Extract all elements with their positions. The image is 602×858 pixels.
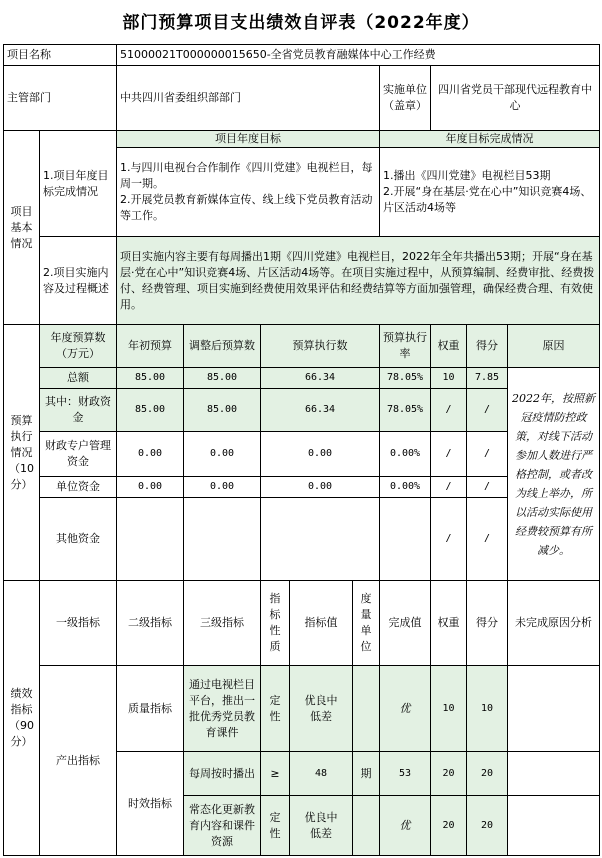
perf-row-level2: 质量指标 bbox=[116, 665, 184, 752]
perf-header-unit: 度量单位 bbox=[352, 580, 380, 666]
project-name-value: 51000021T000000015650-全省党员教育融媒体中心工作经费 bbox=[116, 44, 600, 66]
perf-row-score: 20 bbox=[466, 751, 508, 796]
perf-row-weight: 20 bbox=[430, 751, 467, 796]
budget-row-rate: 0.00% bbox=[379, 476, 431, 498]
dept-label: 主管部门 bbox=[3, 65, 117, 131]
perf-row-weight: 20 bbox=[430, 795, 467, 856]
perf-row-level3: 常态化更新教育内容和课件资源 bbox=[183, 795, 261, 856]
budget-row-executed: 66.34 bbox=[260, 367, 380, 389]
budget-row-adjusted: 0.00 bbox=[183, 476, 261, 498]
budget-header-annual: 年度预算数（万元） bbox=[39, 324, 117, 368]
goal-header: 项目年度目标 bbox=[116, 130, 380, 148]
dept-value: 中共四川省委组织部部门 bbox=[116, 65, 380, 131]
perf-header-level2: 二级指标 bbox=[116, 580, 184, 666]
budget-row-name: 单位资金 bbox=[39, 476, 117, 498]
budget-row-name: 总额 bbox=[39, 367, 117, 389]
perf-indicators-label: 绩效指标（90分） bbox=[3, 580, 40, 856]
budget-row-adjusted bbox=[183, 497, 261, 581]
budget-row-weight: / bbox=[430, 476, 467, 498]
impl-process-label: 2.项目实施内容及过程概述 bbox=[39, 236, 117, 325]
perf-row-level2: 时效指标 bbox=[116, 751, 184, 856]
done-text: 1.播出《四川党建》电视栏目53期 2.开展“身在基层·党在心中”知识竞赛4场、片区活动4场等 bbox=[379, 147, 600, 237]
perf-row-done: 优 bbox=[379, 665, 431, 752]
perf-row-weight: 10 bbox=[430, 665, 467, 752]
perf-header-nature: 指标性质 bbox=[260, 580, 290, 666]
budget-header-executed: 预算执行数 bbox=[260, 324, 380, 368]
perf-header-weight: 权重 bbox=[430, 580, 467, 666]
perf-row-nature: 定性 bbox=[260, 795, 290, 856]
perf-row-reason bbox=[507, 795, 600, 856]
impl-unit-value: 四川省党员干部现代远程教育中心 bbox=[430, 65, 600, 131]
budget-row-adjusted: 85.00 bbox=[183, 367, 261, 389]
perf-row-reason bbox=[507, 665, 600, 752]
budget-row-weight: / bbox=[430, 431, 467, 477]
perf-row-score: 20 bbox=[466, 795, 508, 856]
budget-row-initial: 85.00 bbox=[116, 367, 184, 389]
perf-header-target: 指标值 bbox=[289, 580, 353, 666]
budget-row-weight: 10 bbox=[430, 367, 467, 389]
impl-unit-label: 实施单位（盖章） bbox=[379, 65, 431, 131]
budget-exec-label: 预算执行情况（10分） bbox=[3, 324, 40, 581]
budget-header-initial: 年初预算 bbox=[116, 324, 184, 368]
budget-row-executed: 0.00 bbox=[260, 431, 380, 477]
perf-level1-output: 产出指标 bbox=[39, 665, 117, 856]
budget-reason-text: 2022年，按照新冠疫情防控政策，对线下活动参加人数进行严格控制，或者改为线上举办，所以活动实际使用经费较预算有所减少。 bbox=[507, 367, 600, 581]
impl-process-text: 项目实施内容主要有每周播出1期《四川党建》电视栏目，2022年全年共播出53期；开展“身在基层·党在心中”知识竞赛4场、片区活动4场等。在项目实施过程中，从预算编制、经费审批、经费拨付、经费管理、项目实施到经费使用效果评估和经费结算等方面加强管理，确保经费合理、有效使用。 bbox=[116, 236, 600, 325]
budget-row-executed: 66.34 bbox=[260, 388, 380, 432]
budget-header-rate: 预算执行率 bbox=[379, 324, 431, 368]
perf-row-score: 10 bbox=[466, 665, 508, 752]
basic-info-label: 项目基本情况 bbox=[3, 130, 40, 325]
perf-row-nature: ≥ bbox=[260, 751, 290, 796]
budget-row-initial bbox=[116, 497, 184, 581]
budget-row-weight: / bbox=[430, 497, 467, 581]
perf-row-done: 优 bbox=[379, 795, 431, 856]
budget-row-score: / bbox=[466, 388, 508, 432]
budget-row-score: / bbox=[466, 431, 508, 477]
budget-row-rate: 78.05% bbox=[379, 367, 431, 389]
budget-row-executed: 0.00 bbox=[260, 476, 380, 498]
page-title: 部门预算项目支出绩效自评表（2022年度） bbox=[122, 13, 480, 33]
budget-header-weight: 权重 bbox=[430, 324, 467, 368]
perf-row-level3: 通过电视栏目平台，推出一批优秀党员教育课件 bbox=[183, 665, 261, 752]
budget-row-executed bbox=[260, 497, 380, 581]
budget-row-score: 7.85 bbox=[466, 367, 508, 389]
budget-header-reason: 原因 bbox=[507, 324, 600, 368]
budget-row-rate bbox=[379, 497, 431, 581]
perf-row-level3: 每周按时播出 bbox=[183, 751, 261, 796]
budget-row-score: / bbox=[466, 497, 508, 581]
budget-header-score: 得分 bbox=[466, 324, 508, 368]
budget-row-initial: 0.00 bbox=[116, 431, 184, 477]
perf-row-target: 48 bbox=[289, 751, 353, 796]
budget-row-adjusted: 0.00 bbox=[183, 431, 261, 477]
perf-row-unit bbox=[352, 665, 380, 752]
done-header: 年度目标完成情况 bbox=[379, 130, 600, 148]
budget-row-name: 其中：财政资金 bbox=[39, 388, 117, 432]
perf-row-target: 优良中低差 bbox=[289, 795, 353, 856]
perf-row-reason bbox=[507, 751, 600, 796]
perf-header-reason: 未完成原因分析 bbox=[507, 580, 600, 666]
perf-row-unit: 期 bbox=[352, 751, 380, 796]
budget-header-adjusted: 调整后预算数 bbox=[183, 324, 261, 368]
annual-goal-label: 1.项目年度目标完成情况 bbox=[39, 130, 117, 237]
perf-header-score: 得分 bbox=[466, 580, 508, 666]
budget-row-weight: / bbox=[430, 388, 467, 432]
budget-row-rate: 0.00% bbox=[379, 431, 431, 477]
perf-header-level1: 一级指标 bbox=[39, 580, 117, 666]
perf-row-done: 53 bbox=[379, 751, 431, 796]
budget-row-name: 财政专户管理资金 bbox=[39, 431, 117, 477]
goal-text: 1.与四川电视台合作制作《四川党建》电视栏目，每周一期。 2.开展党员教育新媒体宣传、线上线下党员教育活动等工作。 bbox=[116, 147, 380, 237]
perf-row-unit bbox=[352, 795, 380, 856]
budget-row-initial: 85.00 bbox=[116, 388, 184, 432]
budget-row-initial: 0.00 bbox=[116, 476, 184, 498]
perf-row-target: 优良中低差 bbox=[289, 665, 353, 752]
budget-row-score: / bbox=[466, 476, 508, 498]
perf-header-level3: 三级指标 bbox=[183, 580, 261, 666]
perf-header-done: 完成值 bbox=[379, 580, 431, 666]
project-name-label: 项目名称 bbox=[3, 44, 117, 66]
perf-row-nature: 定性 bbox=[260, 665, 290, 752]
budget-row-rate: 78.05% bbox=[379, 388, 431, 432]
budget-row-name: 其他资金 bbox=[39, 497, 117, 581]
budget-row-adjusted: 85.00 bbox=[183, 388, 261, 432]
